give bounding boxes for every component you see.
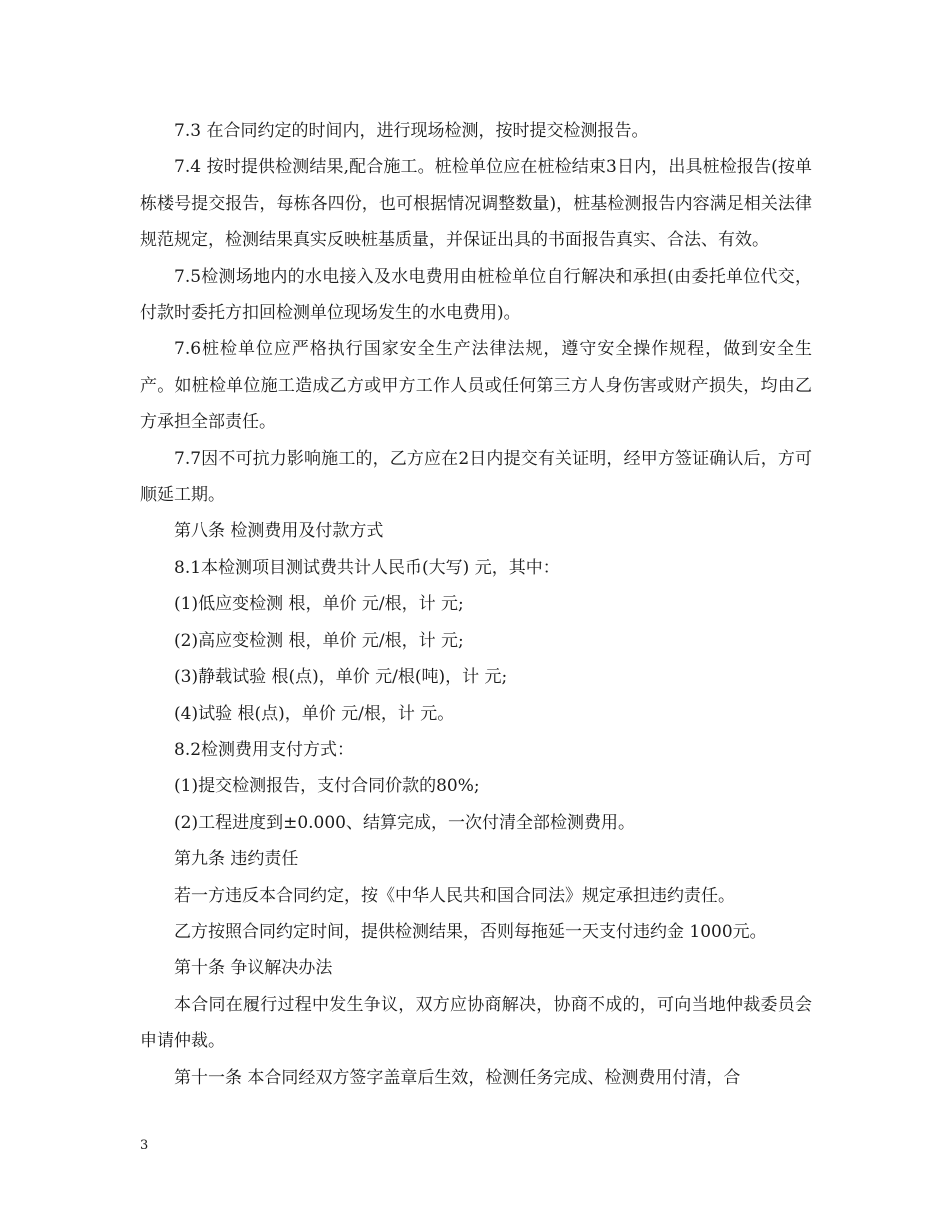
article-10-heading: 第十条 争议解决办法: [174, 958, 333, 979]
breach-paragraph-general: 若一方违反本合同约定，按《中华人民共和国合同法》规定承担违约责任。: [174, 885, 735, 906]
clause-8-1-paragraph: 8.1本检测项目测试费共计人民币(大写) 元，其中：: [174, 557, 560, 578]
payment-item-settlement: (2)工程进度到±0.000、结算完成，一次付清全部检测费用。: [174, 812, 635, 833]
page-number: 3: [140, 1138, 149, 1153]
article-9-heading: 第九条 违约责任: [174, 849, 299, 870]
dispute-paragraph: 本合同在履行过程中发生争议，双方应协商解决，协商不成的，可向当地仲裁委员会申请仲裁。: [140, 994, 812, 1052]
fee-item-high-strain: (2)高应变检测 根，单价 元/根，计 元;: [174, 630, 464, 651]
article-8-heading: 第八条 检测费用及付款方式: [174, 521, 384, 542]
clause-7-3-paragraph: 7.3 在合同约定的时间内，进行现场检测，按时提交检测报告。: [174, 121, 649, 141]
breach-paragraph-delay: 乙方按照合同约定时间，提供检测结果，否则每拖延一天支付违约金 1000元。: [174, 921, 767, 942]
fee-item-low-strain: (1)低应变检测 根，单价 元/根，计 元;: [174, 594, 464, 615]
payment-item-report: (1)提交检测报告，支付合同价款的80%;: [174, 776, 480, 797]
article-11-paragraph: 第十一条 本合同经双方签字盖章后生效，检测任务完成、检测费用付清，合: [174, 1067, 741, 1088]
clause-7-7-paragraph: 7.7因不可抗力影响施工的，乙方应在2日内提交有关证明，经甲方签证确认后，方可顺延工期。: [140, 448, 812, 506]
fee-item-test: (4)试验 根(点)，单价 元/根，计 元。: [174, 703, 455, 724]
clause-7-6-paragraph: 7.6桩检单位应严格执行国家安全生产法律法规，遵守安全操作规程，做到安全生产。如桩检单位施工造成乙方或甲方工作人员或任何第三方人身伤害或财产损失，均由乙方承担全部责任。: [140, 339, 812, 433]
clause-7-4-paragraph: 7.4 按时提供检测结果,配合施工。桩检单位应在桩检结束3日内，出具桩检报告(按单栋楼号提交报告，每栋各四份，也可根据情况调整数量)，桩基检测报告内容满足相关法律规范规定，检测结果真实反映桩基质量，并保证出具的书面报告真实、合法、有效。: [140, 157, 812, 251]
clause-7-5-paragraph: 7.5检测场地内的水电接入及水电费用由桩检单位自行解决和承担(由委托单位代交，付款时委托方扣回检测单位现场发生的水电费用)。: [140, 266, 812, 324]
clause-8-2-paragraph: 8.2检测费用支付方式：: [174, 739, 355, 760]
fee-item-static-load: (3)静载试验 根(点)，单价 元/根(吨)，计 元;: [174, 667, 508, 688]
document-body: [140, 113, 812, 1096]
